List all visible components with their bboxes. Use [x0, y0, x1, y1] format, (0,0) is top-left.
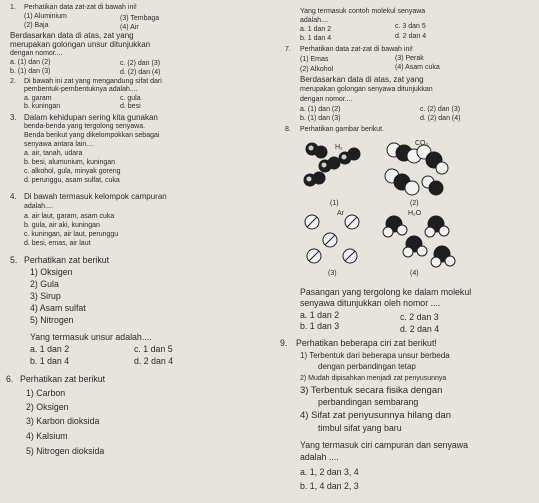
q7-option-4: (4) Asam cuka [395, 64, 440, 71]
molecule-formula-1: H₂ [335, 144, 343, 151]
q9-item-4-cont: timbul sifat yang baru [318, 423, 402, 433]
q8-choice-d: d. 2 dan 4 [400, 324, 440, 334]
q7-choice-c: c. (2) dan (3) [420, 106, 461, 113]
q6-item-1: 1) Carbon [26, 388, 66, 398]
q9-item-2: 2) Mudah dipisahkan menjadi zat penyusunnya [300, 375, 447, 382]
q6-choice-c: c. 3 dan 5 [395, 23, 426, 30]
q6-item-3: 3) Karbon dioksida [26, 416, 100, 426]
q1-stem: Perhatikan data zat-zat di bawah ini! [24, 4, 137, 11]
q1-option-2: (2) Baja [24, 22, 49, 29]
q2-choice-c: c. gula [120, 95, 141, 102]
q8-choice-c: c. 2 dan 3 [400, 312, 439, 322]
q1-choice-b: b. (1) dan (3) [10, 68, 51, 75]
q3-choice-c: c. alkohol, gula, minyak goreng [24, 168, 121, 175]
q4-choice-c: c. kuningan, air laut, perunggu [24, 231, 119, 238]
molecule-formula-4: H₂O [408, 210, 422, 217]
q5-item-5: 5) Nitrogen [30, 315, 74, 325]
q4-stem: Di bawah termasuk kelompok campuran [24, 192, 167, 201]
q8-number: 8. [285, 126, 291, 133]
molecule-figure-2 [380, 140, 450, 200]
q5-item-4: 4) Asam sulfat [30, 303, 86, 313]
q9-choice-a: a. 1, 2 dan 3, 4 [300, 467, 359, 477]
q2-number: 2. [10, 78, 16, 85]
q9-item-4: 4) Sifat zat penyusunnya hilang dan [300, 410, 452, 421]
q9-item-1-cont: dengan perbandingan tetap [318, 362, 416, 371]
molecule-figure-3 [300, 210, 370, 266]
q6-question: Yang termasuk contoh molekul senyawa [300, 8, 426, 15]
q7-number: 7. [285, 46, 291, 53]
q9-stem: Perhatikan beberapa ciri zat berikut! [296, 338, 437, 348]
q2-stem: Di bawah ini zat yang mengandung sifat dari [24, 78, 162, 85]
q6-stem: Perhatikan zat berikut [20, 374, 106, 384]
molecule-caption-2: (2) [410, 200, 419, 207]
q7-option-2: (2) Alkohol [300, 66, 334, 73]
q7-choice-b: b. (1) dan (3) [300, 115, 341, 122]
q4-choice-d: d. besi, emas, air laut [24, 240, 91, 247]
q5-item-3: 3) Sirup [30, 291, 61, 301]
q5-stem: Perhatikan zat berikut [24, 255, 110, 265]
q3-choice-a: a. air, tanah, udara [24, 150, 83, 157]
molecule-caption-3: (3) [328, 270, 337, 277]
molecule-figure-4 [380, 210, 460, 268]
q4-choice-b: b. gula, air aki, kuningan [24, 222, 100, 229]
molecule-caption-4: (4) [410, 270, 419, 277]
q6-number: 6. [6, 374, 14, 384]
q5-item-1: 1) Oksigen [30, 267, 73, 277]
q7-text-line: dengan nomor.... [300, 96, 353, 103]
q1-option-3: (3) Tembaga [120, 15, 160, 22]
q3-text-line: benda-benda yang tergolong senyawa. [24, 123, 146, 130]
q7-text-line: merupakan golongan senyawa ditunjukkan [300, 86, 433, 93]
q5-choice-a: a. 1 dan 2 [30, 344, 70, 354]
q8-choice-a: a. 1 dan 2 [300, 310, 340, 320]
q8-question: senyawa ditunjukkan oleh nomor .... [300, 298, 441, 308]
q2-choice-a: a. garam [24, 95, 52, 102]
q9-number: 9. [280, 338, 288, 348]
q9-item-1: 1) Terbentuk dari beberapa unsur berbeda [300, 351, 450, 360]
q8-choice-b: b. 1 dan 3 [300, 321, 340, 331]
q8-stem: Perhatikan gambar berikut. [300, 126, 385, 133]
q5-choice-d: d. 2 dan 4 [134, 356, 174, 366]
q4-choice-a: a. air laut, garam, asam cuka [24, 213, 115, 220]
q3-choice-d: d. perunggu, asam sulfat, cuka [24, 177, 120, 184]
q1-number: 1. [10, 4, 16, 11]
q7-option-3: (3) Perak [395, 55, 424, 62]
q1-choice-c: c. (2) dan (3) [120, 60, 161, 67]
q5-choice-c: c. 1 dan 5 [134, 344, 173, 354]
q1-text-line: merupakan golongan unsur ditunjukkan [10, 40, 151, 49]
molecule-formula-3: Ar [337, 210, 344, 217]
q1-option-4: (4) Air [120, 24, 139, 31]
q9-choice-b: b. 1, 4 dan 2, 3 [300, 481, 359, 491]
q7-stem: Perhatikan data zat-zat di bawah ini! [300, 46, 413, 53]
q1-choice-d: d. (2) dan (4) [120, 69, 161, 76]
q1-option-1: (1) Aluminium [24, 13, 67, 20]
q3-choice-b: b. besi, alumunium, kuningan [24, 159, 116, 166]
q9-item-3-cont: perbandingan sembarang [318, 397, 419, 407]
q5-question: Yang termasuk unsur adalah.... [30, 332, 152, 342]
q6-question: adalah.... [300, 17, 329, 24]
molecule-caption-1: (1) [330, 200, 339, 207]
q2-choice-b: b. kuningan [24, 103, 61, 110]
q7-choice-a: a. (1) dan (2) [300, 106, 341, 113]
q3-text-line: Benda berikut yang dikelompokkan sebagai [24, 132, 160, 139]
q4-number: 4. [10, 192, 17, 201]
q9-question: Yang termasuk ciri campuran dan senyawa [300, 440, 469, 450]
q4-text-line: adalah.... [24, 203, 53, 210]
q7-text-line: Berdasarkan data di atas, zat yang [300, 75, 424, 84]
q3-text-line: senyawa antara lain.... [24, 141, 95, 148]
q2-choice-d: d. besi [120, 103, 141, 110]
q6-choice-d: d. 2 dan 4 [395, 33, 427, 40]
q1-text-line: Berdasarkan data di atas, zat yang [10, 31, 134, 40]
q3-stem: Dalam kehidupan sering kita gunakan [24, 113, 158, 122]
q1-choice-a: a. (1) dan (2) [10, 59, 51, 66]
q9-item-3: 3) Terbentuk secara fisika dengan [300, 385, 443, 396]
q3-number: 3. [10, 113, 17, 122]
q6-item-4: 4) Kalsium [26, 431, 68, 441]
q8-question: Pasangan yang tergolong ke dalam molekul [300, 287, 472, 297]
q5-choice-b: b. 1 dan 4 [30, 356, 70, 366]
q6-item-2: 2) Oksigen [26, 402, 69, 412]
q5-number: 5. [10, 255, 18, 265]
q6-choice-b: b. 1 dan 4 [300, 35, 332, 42]
q2-text-line: pembentuk-pembentuknya adalah.... [24, 86, 138, 93]
q6-choice-a: a. 1 dan 2 [300, 26, 332, 33]
q1-text-line: dengan nomor.... [10, 50, 63, 57]
q9-question: adalah .... [300, 452, 339, 462]
q7-option-1: (1) Emas [300, 56, 329, 63]
q5-item-2: 2) Gula [30, 279, 59, 289]
q6-item-5: 5) Nitrogen dioksida [26, 446, 105, 456]
molecule-formula-2: CO₂ [415, 140, 429, 147]
q7-choice-d: d. (2) dan (4) [420, 115, 461, 122]
